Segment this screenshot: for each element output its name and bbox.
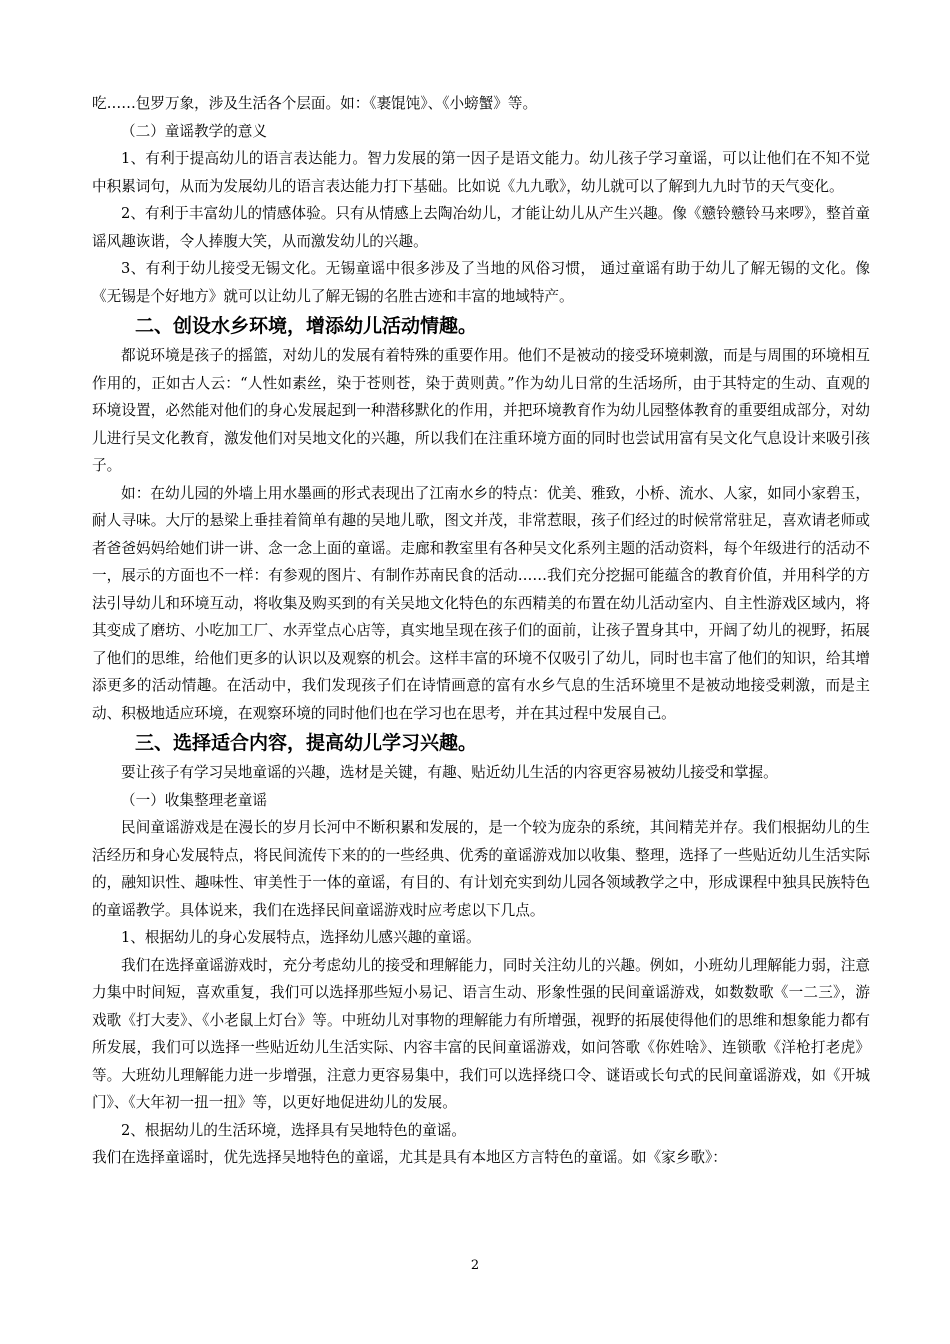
document-page <box>92 90 870 1172</box>
paragraph-environment-intro: 都说环境是孩子的摇篮，对幼儿的发展有着特殊的重要作用。他们不是被动的接受环境刺激，而是与周围的环境相互作用的，正如古人云：“人性如素丝，染于苍则苍，染于黄则黄。”作为幼儿日常的生活场所，由于其特定的生动、直观的环境设置，必然能对他们的身心发展起到一种潜移默化的作用，并把环境教育作为幼儿园整体教育的重要组成部分，对幼儿进行吴文化教育，激发他们对吴地文化的兴趣，所以我们在注重环境方面的同时也尝试用富有吴文化气息设计来吸引孩子。 <box>92 347 870 474</box>
paragraph-point-3: 3、有利于幼儿接受无锡文化。无锡童谣中很多涉及了当地的风俗习惯， 通过童谣有助于幼儿了解无锡的文化。像《无锡是个好地方》就可以让幼儿了解无锡的名胜古迹和丰富的地域特产。 <box>92 260 870 305</box>
paragraph-point-2: 2、有利于丰富幼儿的情感体验。只有从情感上去陶冶幼儿，才能让幼儿从产生兴趣。像《戆铃戆铃马来啰》，整首童谣风趣诙谐，令人捧腹大笑，从而激发幼儿的兴趣。 <box>92 205 870 250</box>
subheading-significance: （二）童谣教学的意义 <box>121 122 267 140</box>
paragraph-content-intro: 要让孩子有学习吴地童谣的兴趣，选材是关键，有趣、贴近幼儿生活的内容更容易被幼儿接受和掌握。 <box>121 764 778 781</box>
section-heading-3: 三、选择适合内容，提高幼儿学习兴趣。 <box>135 732 478 754</box>
paragraph-criterion-2: 2、根据幼儿的生活环境，选择具有吴地特色的童谣。 <box>121 1121 466 1139</box>
paragraph-criterion-1-detail: 我们在选择童谣游戏时，充分考虑幼儿的接受和理解能力，同时关注幼儿的兴趣。例如，小班幼儿理解能力弱，注意力集中时间短，喜欢重复，我们可以选择那些短小易记、语言生动、形象性强的民间童谣游戏，如数数歌《一二三》，游戏歌《打大麦》、《小老鼠上灯台》等。中班幼儿对事物的理解能力有所增强，视野的拓展使得他们的思维和想象能力都有所发展，我们可以选择一些贴近幼儿生活实际、内容丰富的民间童谣游戏，如问答歌《你姓啥》、连锁歌《洋枪打老虎》等。大班幼儿理解能力进一步增强，注意力更容易集中，我们可以选择绕口令、谜语或长句式的民间童谣游戏，如《开城门》、《大年初一扭一扭》等，以更好地促进幼儿的发展。 <box>92 956 870 1111</box>
paragraph-criterion-1: 1、根据幼儿的身心发展特点，选择幼儿感兴趣的童谣。 <box>121 929 481 946</box>
subheading-collect: （一）收集整理老童谣 <box>121 791 267 809</box>
paragraph-criterion-2-detail: 我们在选择童谣时，优先选择吴地特色的童谣，尤其是具有本地区方言特色的童谣。如《家乡歌》： <box>92 1149 727 1166</box>
paragraph-collect: 民间童谣游戏是在漫长的岁月长河中不断积累和发展的，是一个较为庞杂的系统，其间精芜并存。我们根据幼儿的生活经历和身心发展特点，将民间流传下来的的一些经典、优秀的童谣游戏加以收集、整理，选择了一些贴近幼儿生活实际的，融知识性、趣味性、审美性于一体的童谣，有目的、有计划充实到幼儿园各领域教学之中，形成课程中独具民族特色的童谣教学。具体说来，我们在选择民间童谣游戏时应考虑以下几点。 <box>92 819 870 919</box>
paragraph-point-1: 1、有利于提高幼儿的语言表达能力。智力发展的第一因子是语文能力。幼儿孩子学习童谣，可以让他们在不知不觉中积累词句，从而为发展幼儿的语言表达能力打下基础。比如说《九九歌》，幼儿就可以了解到九九时节的天气变化。 <box>92 150 870 195</box>
paragraph-continuation: 吃……包罗万象，涉及生活各个层面。如：《裹馄饨》、《小螃蟹》等。 <box>92 95 538 112</box>
section-heading-2: 二、创设水乡环境，增添幼儿活动情趣。 <box>135 315 478 337</box>
paragraph-environment-example: 如：在幼儿园的外墙上用水墨画的形式表现出了江南水乡的特点：优美、雅致，小桥、流水、人家，如同小家碧玉，耐人寻味。大厅的悬梁上垂挂着简单有趣的吴地儿歌，图文并茂，非常惹眼，孩子们经过的时候常常驻足，喜欢请老师或者爸爸妈妈给她们讲一讲、念一念上面的童谣。走廊和教室里有各种吴文化系列主题的活动资料，每个年级进行的活动不一，展示的方面也不一样：有参观的图片、有制作苏南民食的活动……我们充分挖掘可能蕴含的教育价值，并用科学的方法引导幼儿和环境互动，将收集及购买到的有关吴地文化特色的东西精美的布置在幼儿活动室内、自主性游戏区域内，将其变成了磨坊、小吃加工厂、水弄堂点心店等，真实地呈现在孩子们的面前，让孩子置身其中，开阔了幼儿的视野，拓展了他们的思维，给他们更多的认识以及观察的机会。这样丰富的环境不仅吸引了幼儿，同时也丰富了他们的知识，给其增添更多的活动情趣。在活动中，我们发现孩子们在诗情画意的富有水乡气息的生活环境里不是被动地接受刺激，而是主动、积极地适应环境，在观察环境的同时他们也在学习也在思考，并在其过程中发展自己。 <box>92 484 870 722</box>
page-number: 2 <box>470 1258 480 1273</box>
